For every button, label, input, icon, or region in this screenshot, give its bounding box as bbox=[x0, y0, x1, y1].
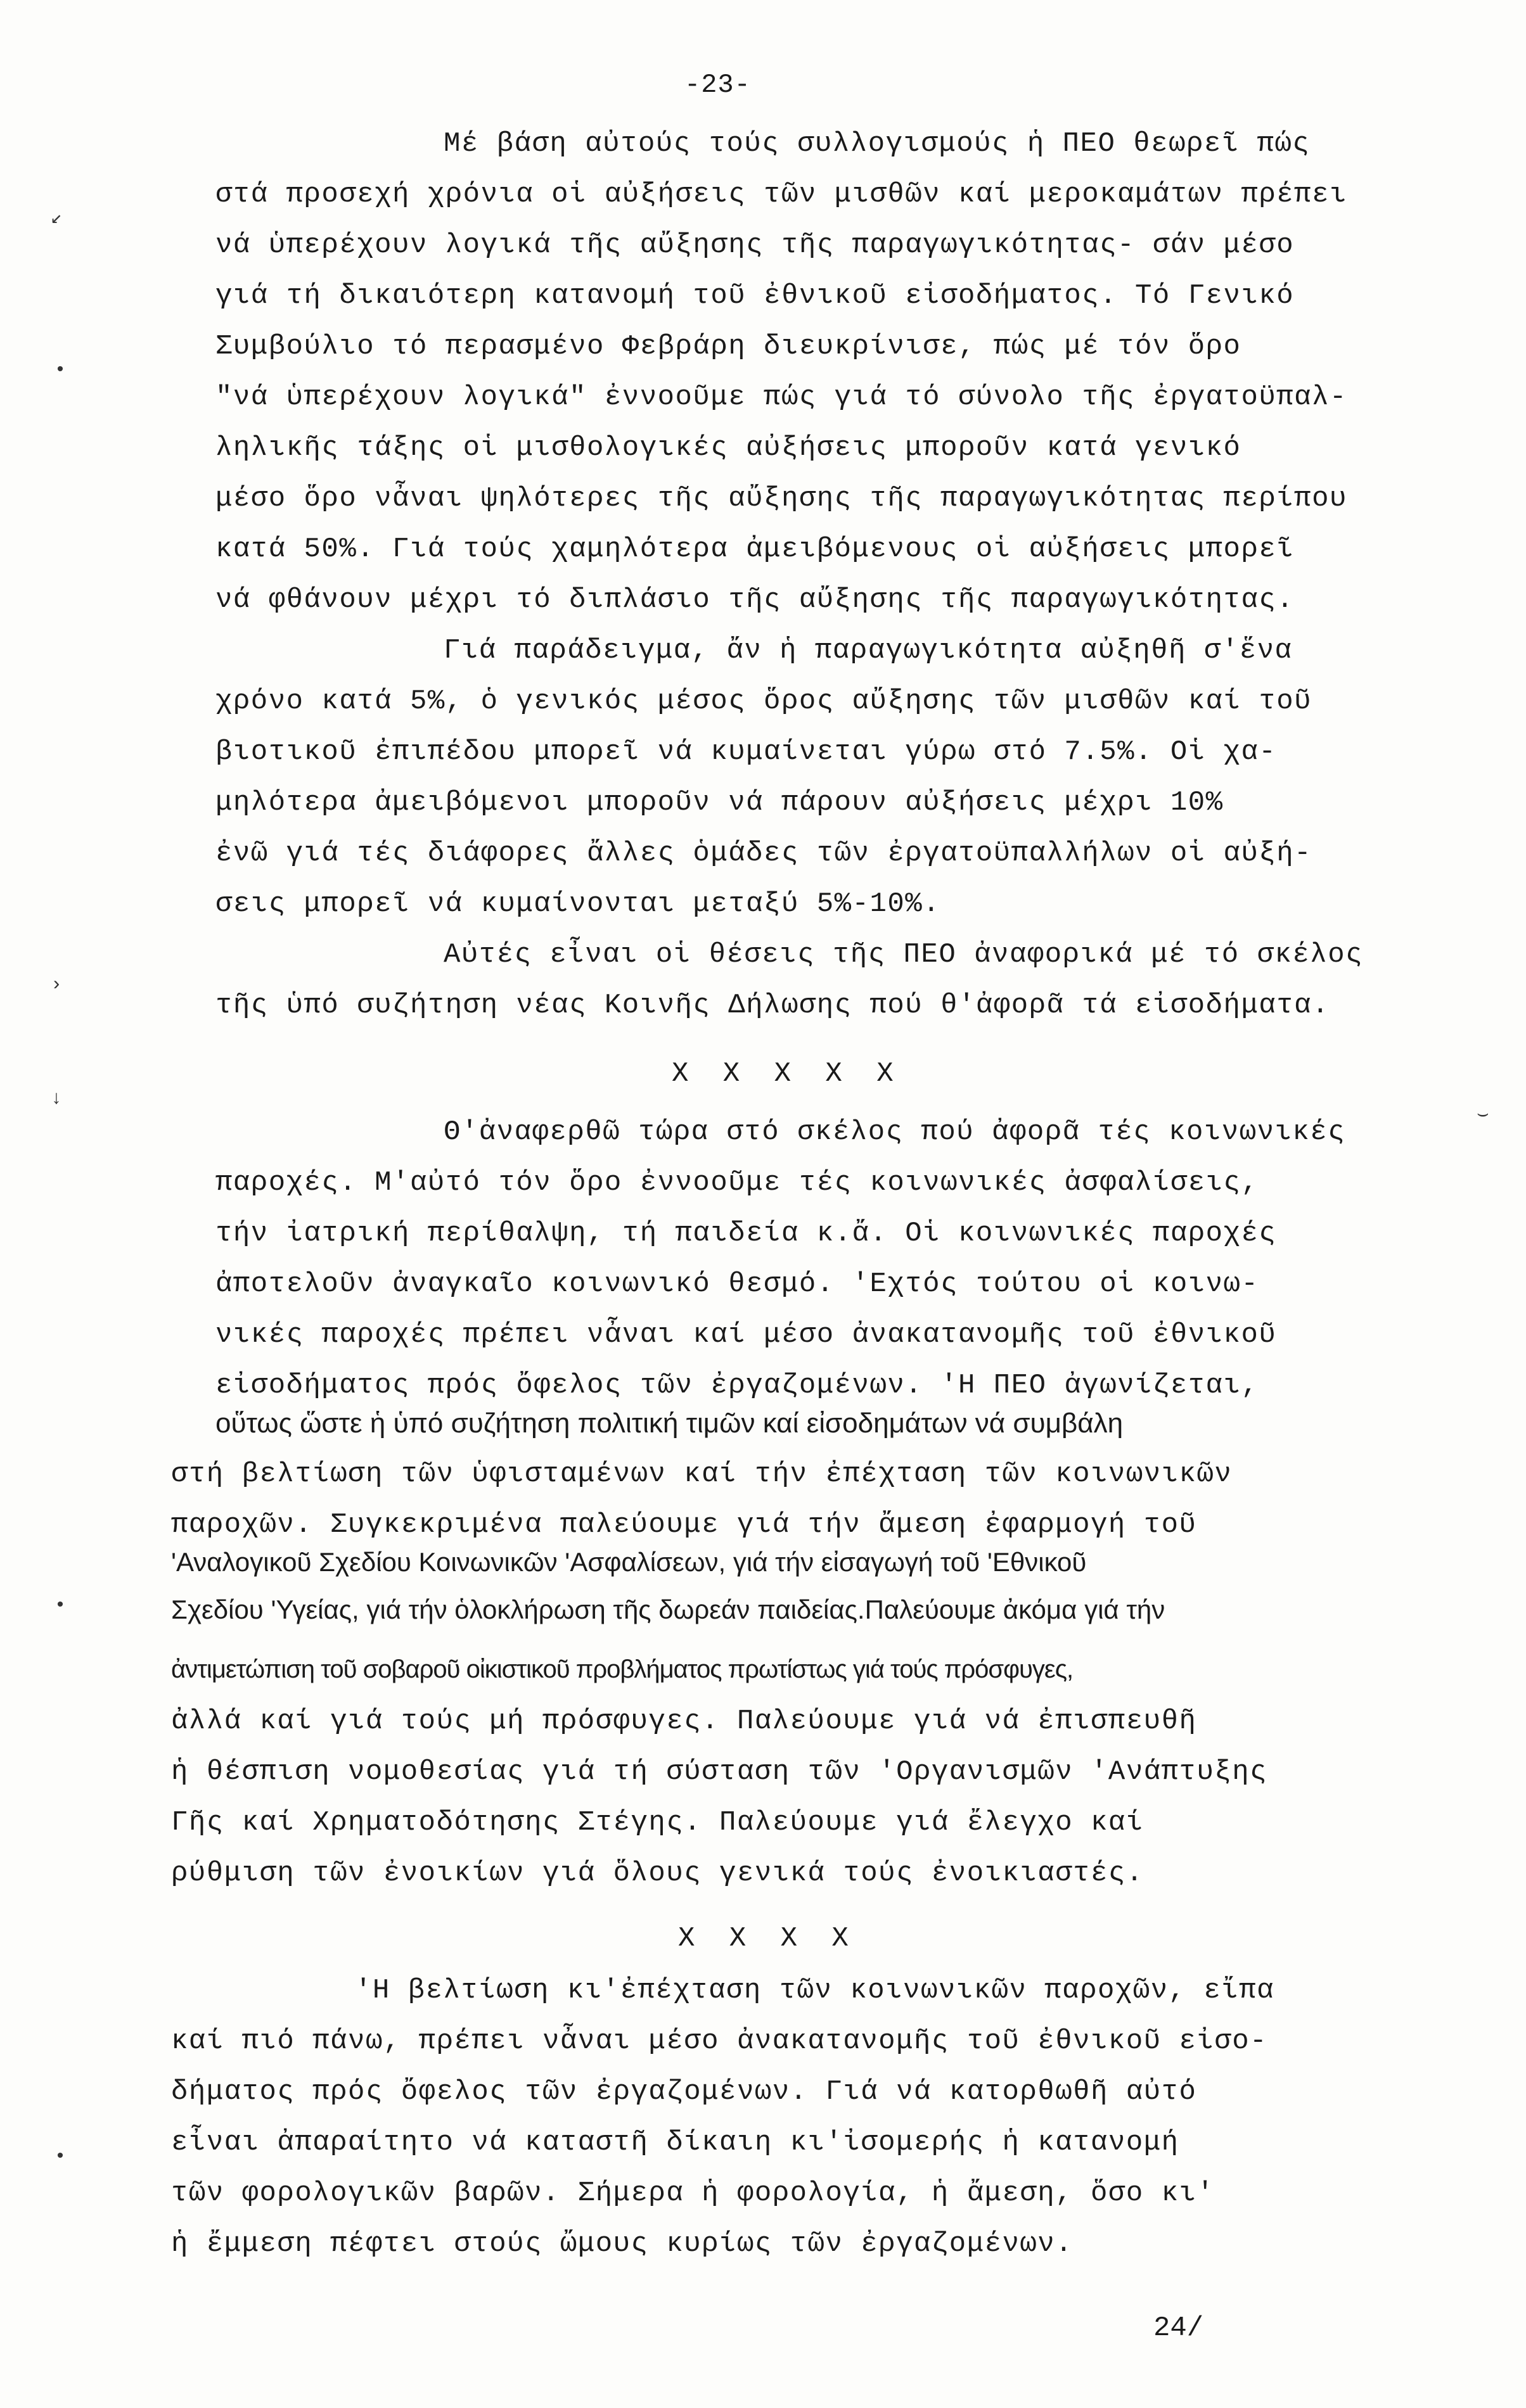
text-line: ἀντιμετώπιση τοῦ σοβαροῦ οἰκιστικοῦ προβλήματος πρωτίστως γιά τούς πρόσφυγες, bbox=[171, 1655, 1074, 1683]
text-line: "νά ὑπερέχουν λογικά" ἐννοοῦμε πώς γιά τό σύνολο τῆς ἐργατοϋπαλ- bbox=[215, 381, 1347, 413]
section-separator: X X X X X bbox=[672, 1058, 902, 1090]
text-line: Αὐτές εἶναι οἱ θέσεις τῆς ΠΕΟ ἀναφορικά μέ τό σκέλος bbox=[444, 939, 1364, 971]
scan-speck: ↓ bbox=[51, 1088, 63, 1110]
text-line: σεις μπορεῖ νά κυμαίνονται μεταξύ 5%-10%. bbox=[215, 888, 941, 920]
scan-speck: ↙ bbox=[51, 208, 63, 229]
text-line: παροχῶν. Συγκεκριμένα παλεύουμε γιά τήν ἄμεση ἐφαρμογή τοῦ bbox=[171, 1509, 1197, 1541]
text-line: γιά τή δικαιότερη κατανομή τοῦ ἐθνικοῦ εἰσοδήματος. Τό Γενικό bbox=[215, 280, 1295, 312]
text-line: κατά 50%. Γιά τούς χαμηλότερα ἀμειβόμενους οἱ αὐξήσεις μπορεῖ bbox=[215, 533, 1295, 565]
text-line: στή βελτίωση τῶν ὑφισταμένων καί τήν ἐπέχταση τῶν κοινωνικῶν bbox=[171, 1458, 1233, 1490]
scan-speck: • bbox=[54, 2146, 67, 2168]
text-line: εἰσοδήματος πρός ὄφελος τῶν ἐργαζομένων. 'Η ΠΕΟ ἀγωνίζεται, bbox=[215, 1370, 1259, 1401]
text-line: ἡ θέσπιση νομοθεσίας γιά τή σύσταση τῶν 'Οργανισμῶν 'Ανάπτυξης bbox=[171, 1756, 1268, 1788]
text-line: οὕτως ὥστε ἡ ὑπό συζήτηση πολιτική τιμῶν καί εἰσοδημάτων νά συμβάλη bbox=[215, 1408, 1124, 1439]
text-line: νά ὑπερέχουν λογικά τῆς αὔξησης τῆς παραγωγικότητας- σάν μέσο bbox=[215, 229, 1295, 261]
text-line: εἶναι ἀπαραίτητο νά καταστῆ δίκαιη κι'ἰσομερής ἡ κατανομή bbox=[171, 2127, 1179, 2158]
text-line: Μέ βάση αὐτούς τούς συλλογισμούς ἡ ΠΕΟ θεωρεῖ πώς bbox=[444, 128, 1311, 160]
text-line: ρύθμιση τῶν ἐνοικίων γιά ὅλους γενικά τούς ἐνοικιαστές. bbox=[171, 1857, 1144, 1889]
text-line: νικές παροχές πρέπει νἆναι καί μέσο ἀνακατανομῆς τοῦ ἐθνικοῦ bbox=[215, 1319, 1277, 1351]
scan-speck: • bbox=[54, 360, 67, 381]
text-line: τήν ἰατρική περίθαλψη, τή παιδεία κ.ἄ. Οἱ κοινωνικές παροχές bbox=[215, 1218, 1277, 1249]
text-line: 'Αναλογικοῦ Σχεδίου Κοινωνικῶν 'Ασφαλίσεων, γιά τήν εἰσαγωγή τοῦ 'Εθνικοῦ bbox=[171, 1547, 1087, 1577]
text-line: δήματος πρός ὄφελος τῶν ἐργαζομένων. Γιά νά κατορθωθῆ αὐτό bbox=[171, 2076, 1197, 2108]
text-line: Συμβούλιο τό περασμένο Φεβράρη διευκρίνισε, πώς μέ τόν ὅρο bbox=[215, 331, 1241, 362]
text-line: ληλικῆς τάξης οἱ μισθολογικές αὐξήσεις μποροῦν κατά γενικό bbox=[215, 432, 1241, 464]
text-line: καί πιό πάνω, πρέπει νἆναι μέσο ἀνακατανομῆς τοῦ ἐθνικοῦ εἰσο- bbox=[171, 2025, 1268, 2057]
text-line: Σχεδίου 'Υγείας, γιά τήν ὁλοκλήρωση τῆς δωρεάν παιδείας.Παλεύουμε ἀκόμα γιά τήν bbox=[171, 1595, 1165, 1624]
text-line: Γιά παράδειγμα, ἄν ἡ παραγωγικότητα αὐξηθῆ σ'ἕνα bbox=[444, 635, 1293, 666]
text-line: 'Η βελτίωση κι'ἐπέχταση τῶν κοινωνικῶν παροχῶν, εἴπα bbox=[355, 1975, 1275, 2006]
text-line: μέσο ὅρο νἆναι ψηλότερες τῆς αὔξησης τῆς παραγωγικότητας περίπου bbox=[215, 483, 1347, 514]
text-line: βιοτικοῦ ἐπιπέδου μπορεῖ νά κυμαίνεται γύρω στό 7.5%. Οἱ χα- bbox=[215, 736, 1277, 768]
text-line: μηλότερα ἀμειβόμενοι μποροῦν νά πάρουν αὐξήσεις μέχρι 10% bbox=[215, 787, 1224, 819]
text-line: ἀποτελοῦν ἀναγκαῖο κοινωνικό θεσμό. 'Εχτός τούτου οἱ κοινω- bbox=[215, 1268, 1259, 1300]
page-number: -23- bbox=[684, 70, 751, 100]
text-line: Θ'ἀναφερθῶ τώρα στό σκέλος πού ἀφορᾶ τές κοινωνικές bbox=[444, 1116, 1346, 1148]
text-line: παροχές. Μ'αὐτό τόν ὅρο ἐννοοῦμε τές κοινωνικές ἀσφαλίσεις, bbox=[215, 1167, 1259, 1199]
scan-speck: ⌣ bbox=[1477, 1104, 1489, 1126]
text-line: στά προσεχή χρόνια οἱ αὐξήσεις τῶν μισθῶν καί μεροκαμάτων πρέπει bbox=[215, 179, 1347, 210]
continuation-page-ref: 24/ bbox=[1153, 2312, 1204, 2344]
text-line: νά φθάνουν μέχρι τό διπλάσιο τῆς αὔξησης τῆς παραγωγικότητας. bbox=[215, 584, 1295, 616]
text-line: Γῆς καί Χρηματοδότησης Στέγης. Παλεύουμε γιά ἔλεγχο καί bbox=[171, 1807, 1144, 1838]
text-line: ἐνῶ γιά τές διάφορες ἄλλες ὁμάδες τῶν ἐργατοϋπαλλήλων οἱ αὐξή- bbox=[215, 838, 1312, 869]
scan-speck: • bbox=[54, 1595, 67, 1617]
text-line: ἀλλά καί γιά τούς μή πρόσφυγες. Παλεύουμε γιά νά ἐπισπευθῆ bbox=[171, 1705, 1197, 1737]
text-line: τῆς ὑπό συζήτηση νέας Κοινῆς Δήλωσης πού θ'ἀφορᾶ τά εἰσοδήματα. bbox=[215, 990, 1330, 1021]
text-line: ἡ ἔμμεση πέφτει στούς ὤμους κυρίως τῶν ἐργαζομένων. bbox=[171, 2228, 1074, 2260]
text-line: χρόνο κατά 5%, ὁ γενικός μέσος ὅρος αὔξησης τῶν μισθῶν καί τοῦ bbox=[215, 685, 1312, 717]
section-separator: X X X X bbox=[678, 1923, 857, 1954]
scan-speck: › bbox=[51, 974, 63, 996]
text-line: τῶν φορολογικῶν βαρῶν. Σήμερα ἡ φορολογία, ἡ ἄμεση, ὅσο κι' bbox=[171, 2177, 1215, 2209]
